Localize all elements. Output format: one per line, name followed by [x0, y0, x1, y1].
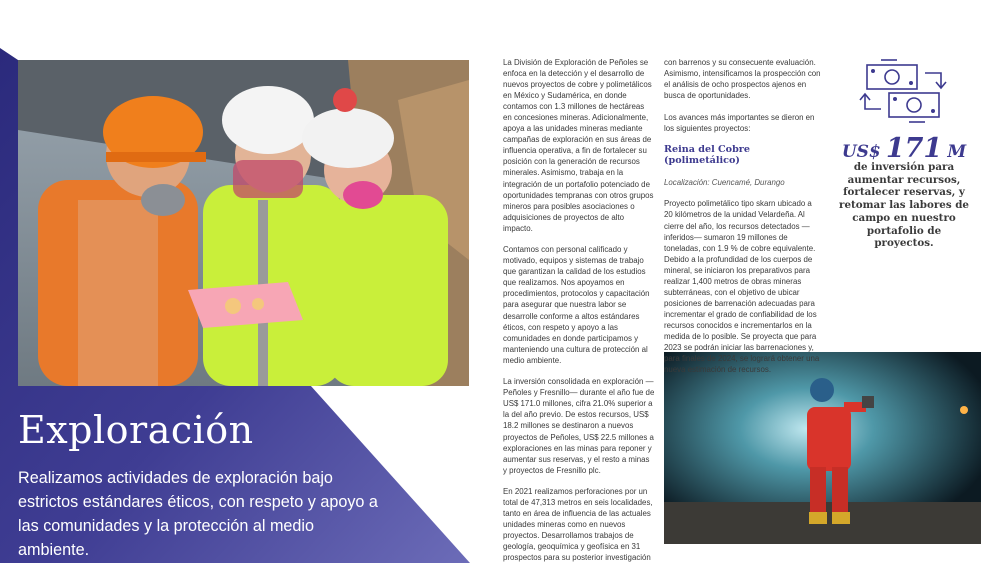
stat-prefix: US$ [841, 142, 881, 162]
hero-subtitle: Realizamos actividades de exploración bajo estrictos estándares éticos, con respeto y apoyo a las comunidades y la protección al medio ambiente. [18, 469, 378, 559]
text-column-2 [664, 57, 822, 386]
exchange-arrows-icon [857, 57, 949, 125]
paragraph: Los avances más importantes se dieron en los siguientes proyectos: [664, 112, 815, 133]
stat-description: de inversión para aumentar recursos, fortalecer reservas, y retomar las labores de campo en nuestro portafolio de proyectos. [839, 161, 969, 250]
text-column-1 [503, 57, 655, 574]
project-title: Reina del Cobre (polimetálico) [664, 144, 750, 167]
stat-figure [838, 133, 970, 164]
paragraph: La inversión consolidada en exploración —Peñoles y Fresnillo— durante el año fue de US$ 171.0 millones, cifra 21.0% superior a la del año previo. De estos recursos, US$ 18.2 millones se destinaron a nuevos proyectos de Peñoles, US$ 22.5 millones a exploraciones en las minas para reponer y aumentar sus reservas, y el resto a minas y proyectos de Fresnillo plc. [503, 377, 655, 475]
paragraph: Proyecto polimetálico tipo skarn ubicado a 20 kilómetros de la unidad Velardeña. Al cierre del año, los recursos detectados —inferidos— sumaron 19 millones de toneladas, con 1.9 % de cobre equivalente. Debido a la profundidad de los cuerpos de mineral, se iniciaron los preparativos para realizar 1,400 metros de obras mineras subterráneas, con el objetivo de ubicar posiciones de barrenación adecuadas para incrementar el grado de confiabilidad de los recursos conocidos e incrementarlos en la medida de lo posible. Se proyecta que para 2023 se podrán iniciar las barrenaciones y, para finales de 2024, se logrará obtener una nueva estimación de recursos. [664, 199, 820, 375]
page-title: Exploración [18, 408, 254, 452]
paragraph: La División de Exploración de Peñoles se enfoca en la detección y el desarrollo de nuevos proyectos de cobre y polimetálicos en México y Sudamérica, en donde contamos con 1.3 millones de hectáreas en concesiones mineras. Adicionalmente, apoya a las unidades mineras mediante campañas de exploración en sus áreas de influencia operativa, a fin de fortalecer su posición con la generación de recursos minerales. Asimismo, trabaja en la integración de un portafolio potenciado de oportunidades tempranas con otros grupos mineros para posibles asociaciones o adquisiciones de proyectos de alto impacto. [503, 58, 654, 233]
geologists-photo [18, 60, 469, 386]
paragraph: Contamos con personal calificado y motivado, equipos y sistemas de trabajo que garantizan la calidad de los estudios que realizamos. Nos apoyamos en procedimientos, protocolos y capacitación para asegurar que nuestra labor se desarrolle conforme a altos estándares éticos, con respeto y apoyo a las comunidades en donde participamos y manteniendo una cultura de protección al medio ambiente. [503, 245, 650, 365]
paragraph: En 2021 realizamos perforaciones por un total de 47,313 metros en seis localidades, tanto en área de influencia de las actuales unidades mineras como en nuevos proyectos. Desarrollamos trabajos de geología, geoquímica y geofísica en 31 prospectos para su posterior investigación [503, 487, 653, 563]
project-location: Localización: Cuencamé, Durango [664, 177, 785, 187]
stat-unit: M [947, 142, 967, 162]
stat-value: 171 [885, 133, 943, 164]
paragraph: con barrenos y su consecuente evaluación. Asimismo, intensificamos la prospección con el análisis de ocho prospectos ajenos en busca de oportunidades. [664, 58, 821, 101]
